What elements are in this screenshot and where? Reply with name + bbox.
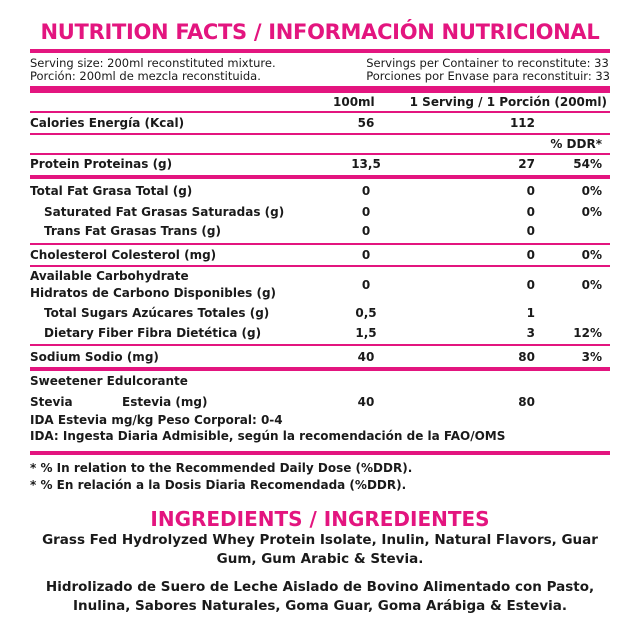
total-fat-perserving: 0 (526, 184, 535, 198)
ingredients-es: Hidrolizado de Suero de Leche Aislado de Bovino Alimentado con Pasto, Inulina, Sabores Naturales, Goma Guar, Goma Arábiga & Estevia. (45, 579, 595, 614)
saturated-fat-perserving: 0 (526, 205, 535, 219)
saturated-fat-label: Saturated Fat Grasas Saturadas (g) (44, 205, 285, 219)
dietary-fiber-ddr: 12% (573, 326, 602, 340)
calories-label: Calories Energía (Kcal) (30, 116, 185, 130)
total-fat-ddr: 0% (581, 184, 602, 198)
trans-fat-perserving: 0 (526, 224, 535, 238)
trans-fat-per100: 0 (361, 224, 371, 238)
per-100ml-header: 100ml (333, 95, 375, 109)
serving-size-en: Serving size: 200ml reconstituted mixture. (30, 56, 276, 70)
total-sugars-label: Total Sugars Azúcares Totales (g) (44, 306, 270, 320)
ddr-header: % DDR* (550, 137, 602, 151)
carbohydrate-ddr: 0% (581, 278, 602, 292)
calories-per100: 56 (357, 116, 375, 130)
ida-line-1: IDA Estevia mg/kg Peso Corporal: 0-4 (30, 413, 283, 427)
top-divider (30, 49, 610, 53)
thick-divider (30, 86, 610, 93)
carbohydrate-perserving: 0 (526, 278, 535, 292)
carbohydrate-per100: 0 (361, 278, 371, 292)
sodium-label: Sodium Sodio (mg) (30, 350, 159, 364)
total-fat-label: Total Fat Grasa Total (g) (30, 184, 193, 198)
stevia-label-es: Estevia (mg) (122, 395, 208, 409)
footnote-en: * % In relation to the Recommended Daily Dose (%DDR). (30, 461, 413, 475)
dietary-fiber-perserving: 3 (526, 326, 535, 340)
divider (30, 243, 610, 245)
thick-divider (30, 367, 610, 371)
ida-line-2: IDA: Ingesta Diaria Admisible, según la recomendación de la FAO/OMS (30, 429, 506, 443)
thick-divider (30, 175, 610, 179)
total-sugars-per100: 0,5 (355, 306, 377, 320)
nutrition-title: NUTRITION FACTS / INFORMACIÓN NUTRICIONAL (40, 20, 600, 44)
divider (30, 153, 610, 155)
sodium-perserving: 80 (518, 350, 535, 364)
serving-size-es: Porción: 200ml de mezcla reconstituida. (30, 69, 261, 83)
dietary-fiber-label: Dietary Fiber Fibra Dietética (g) (44, 326, 262, 340)
per-serving-header: 1 Serving / 1 Porción (200ml) (409, 95, 607, 109)
protein-ddr: 54% (573, 157, 602, 171)
stevia-label-en: Stevia (30, 395, 73, 409)
carbohydrate-label-en: Available Carbohydrate (30, 269, 189, 283)
sodium-per100: 40 (357, 350, 375, 364)
divider (30, 344, 610, 346)
total-fat-per100: 0 (361, 184, 371, 198)
stevia-per100: 40 (357, 395, 375, 409)
carbohydrate-label-es: Hidratos de Carbono Disponibles (g) (30, 286, 277, 300)
saturated-fat-ddr: 0% (581, 205, 602, 219)
stevia-perserving: 80 (518, 395, 535, 409)
cholesterol-label: Cholesterol Colesterol (mg) (30, 248, 217, 262)
total-sugars-perserving: 1 (526, 306, 535, 320)
protein-per100: 13,5 (351, 157, 381, 171)
cholesterol-perserving: 0 (526, 248, 535, 262)
cholesterol-per100: 0 (361, 248, 371, 262)
serving-info (30, 57, 610, 83)
sweetener-label: Sweetener Edulcorante (30, 374, 188, 388)
protein-label: Protein Proteinas (g) (30, 157, 173, 171)
dietary-fiber-per100: 1,5 (355, 326, 377, 340)
trans-fat-label: Trans Fat Grasas Trans (g) (44, 224, 221, 238)
footnote-es: * % En relación a la Dosis Diaria Recomendada (%DDR). (30, 478, 407, 492)
cholesterol-ddr: 0% (581, 248, 602, 262)
saturated-fat-per100: 0 (361, 205, 371, 219)
servings-per-container (366, 57, 610, 83)
servings-per-container-en: Servings per Container to reconstitute: 33 (366, 56, 609, 70)
divider (30, 133, 610, 135)
protein-perserving: 27 (518, 157, 535, 171)
sodium-ddr: 3% (581, 350, 602, 364)
calories-perserving: 112 (509, 116, 535, 130)
servings-per-container-es: Porciones por Envase para reconstituir: 33 (366, 69, 610, 83)
divider (30, 265, 610, 267)
divider (30, 111, 610, 113)
ingredients-en: Grass Fed Hydrolyzed Whey Protein Isolate, Inulin, Natural Flavors, Guar Gum, Gum Arabic & Stevia. (42, 532, 598, 567)
ingredients-title: INGREDIENTS / INGREDIENTES (150, 507, 490, 531)
thick-divider (30, 451, 610, 455)
